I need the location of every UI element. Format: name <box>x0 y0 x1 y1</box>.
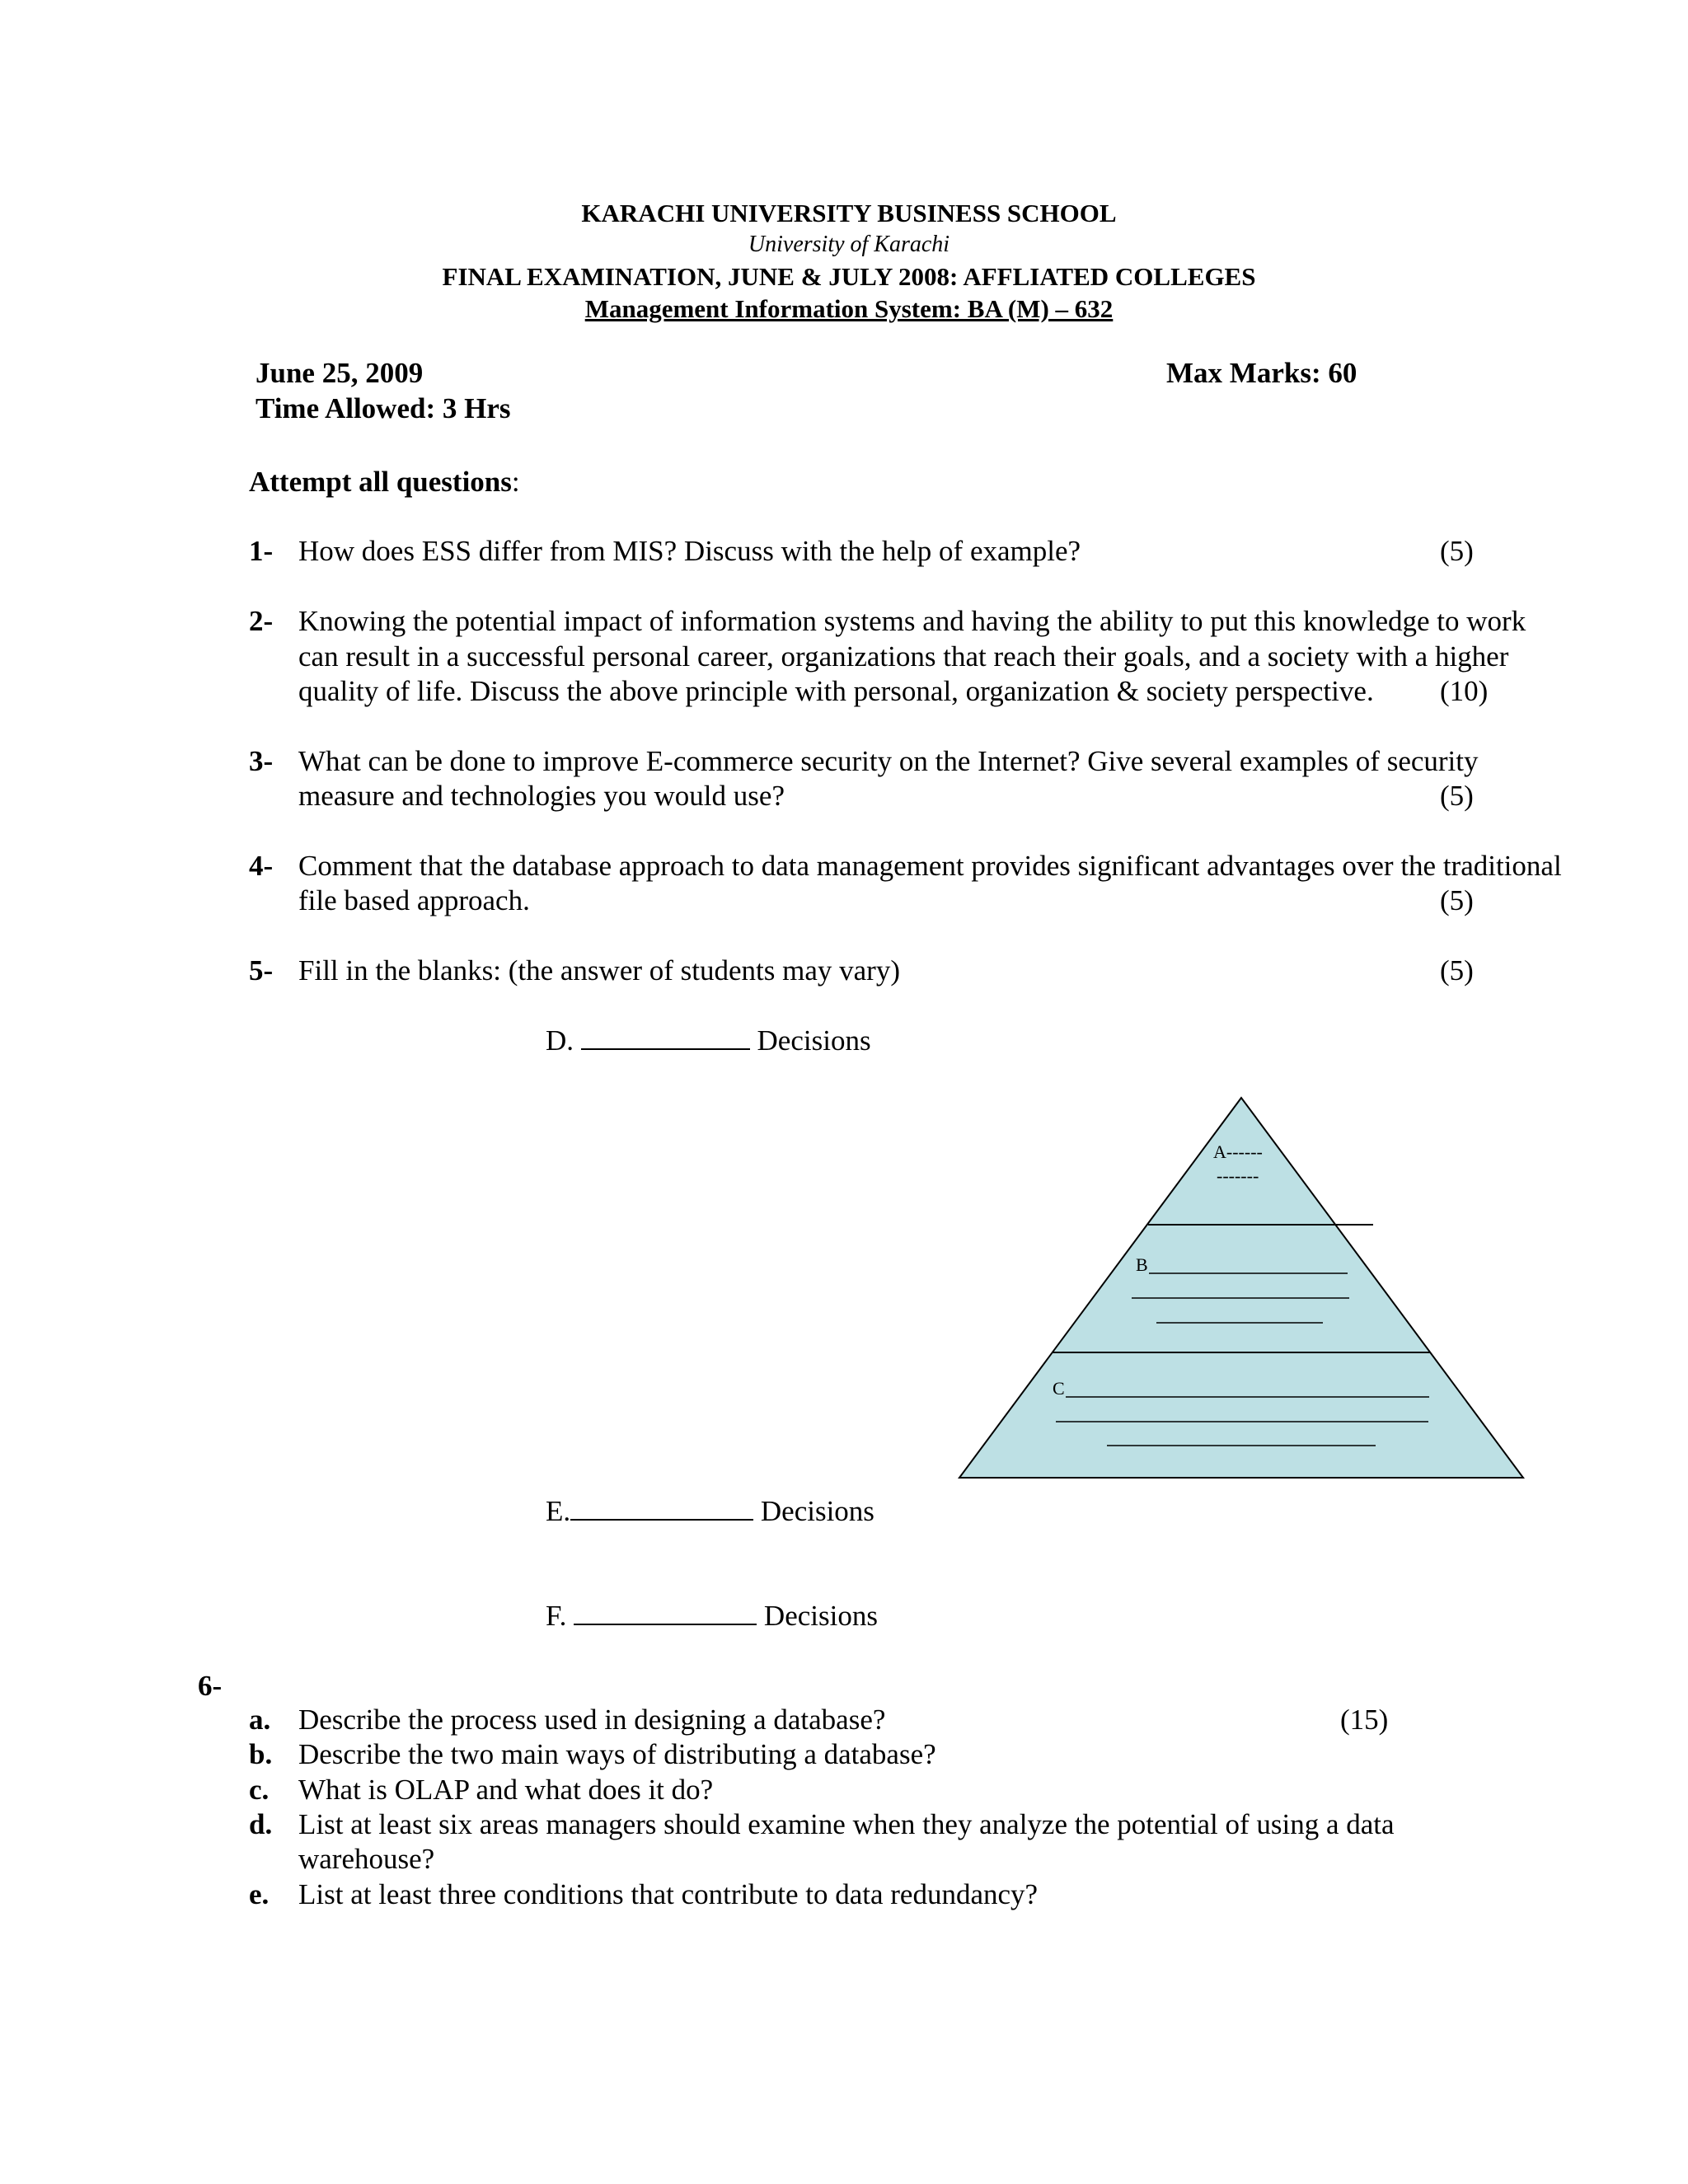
part-letter: b. <box>249 1738 273 1770</box>
time-allowed: Time Allowed: 3 Hrs <box>256 392 511 424</box>
question-text-line: Knowing the potential impact of information systems and having the ability to put this knowledge to work <box>298 605 1526 637</box>
blank-e <box>546 1493 874 1529</box>
pyramid-label-c: C <box>1053 1378 1065 1399</box>
question-6-number: 6- <box>198 1670 223 1702</box>
question-number: 3- <box>249 745 274 777</box>
blank-f-letter: F. <box>546 1600 567 1632</box>
part-text: List at least three conditions that contribute to data redundancy? <box>298 1878 1039 1910</box>
question-6-marks: (15) <box>1340 1704 1389 1736</box>
question-marks: (5) <box>1440 884 1474 916</box>
question-number: 4- <box>249 850 274 882</box>
part-letter: a. <box>249 1704 271 1736</box>
question-marks: (10) <box>1440 675 1489 707</box>
course-title-text: Management Information System: BA (M) – 632 <box>584 294 1114 323</box>
question-marks: (5) <box>1440 954 1474 987</box>
question-text-line: file based approach. <box>298 884 530 916</box>
part-text: Describe the process used in designing a database? <box>298 1704 886 1736</box>
question-marks: (5) <box>1440 535 1474 567</box>
decision-pyramid <box>948 1088 1533 1492</box>
part-text: Describe the two main ways of distributing a database? <box>298 1738 936 1770</box>
instructions-colon: : <box>511 466 520 498</box>
question-number: 2- <box>249 605 274 637</box>
question-number: 5- <box>249 954 274 987</box>
part-text: What is OLAP and what does it do? <box>298 1774 714 1806</box>
question-marks: (5) <box>1440 780 1474 812</box>
part-letter: d. <box>249 1808 273 1840</box>
part-letter: c. <box>249 1774 270 1806</box>
course-title <box>0 293 1688 325</box>
part-letter: e. <box>249 1878 270 1910</box>
question-text-line: Fill in the blanks: (the answer of students may vary) <box>298 954 900 987</box>
blank-e-line <box>570 1496 753 1521</box>
blank-f-decisions: Decisions <box>763 1600 878 1632</box>
blank-e-decisions: Decisions <box>760 1495 874 1527</box>
instructions-label: Attempt all questions <box>249 466 512 498</box>
instructions <box>249 464 520 499</box>
university-name: University of Karachi <box>748 232 950 257</box>
question-text-line: quality of life. Discuss the above principle with personal, organization & society perspective. <box>298 675 1374 707</box>
exam-title: FINAL EXAMINATION, JUNE & JULY 2008: AFFLIATED COLLEGES <box>442 262 1256 291</box>
question-text-line: What can be done to improve E-commerce security on the Internet? Give several examples of security <box>298 745 1479 777</box>
question-text-line: How does ESS differ from MIS? Discuss with the help of example? <box>298 535 1081 567</box>
blank-f-line <box>574 1601 757 1625</box>
question-text-line: measure and technologies you would use? <box>298 780 785 812</box>
blank-d <box>546 1023 871 1058</box>
blank-d-letter: D. <box>546 1024 574 1057</box>
pyramid-label-b: B <box>1136 1254 1148 1275</box>
part-text: List at least six areas managers should examine when they analyze the potential of using a data <box>298 1808 1395 1840</box>
exam-date: June 25, 2009 <box>256 357 424 389</box>
question-text-line: Comment that the database approach to data management provides significant advantages over the traditional <box>298 850 1562 882</box>
blank-e-letter: E. <box>546 1495 571 1527</box>
part-text: warehouse? <box>298 1843 435 1875</box>
blank-d-line <box>581 1025 750 1050</box>
blank-f <box>546 1598 878 1633</box>
school-name: KARACHI UNIVERSITY BUSINESS SCHOOL <box>581 199 1117 227</box>
pyramid-label-a-cont: ------- <box>1217 1165 1259 1186</box>
question-text-line: can result in a successful personal career, organizations that reach their goals, and a society with a higher <box>298 640 1509 673</box>
max-marks: Max Marks: 60 <box>1166 357 1357 389</box>
blank-d-decisions: Decisions <box>757 1024 871 1057</box>
pyramid-label-a: A------ <box>1213 1141 1263 1162</box>
question-number: 1- <box>249 535 274 567</box>
